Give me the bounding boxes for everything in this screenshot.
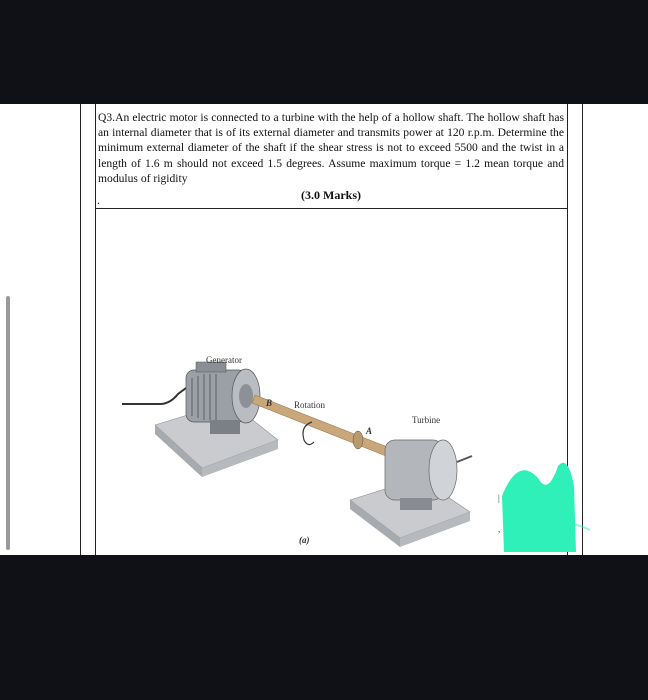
highlighter-scribble [498,456,598,556]
point-a-label: A [366,426,373,436]
bottom-black-bar [0,555,648,700]
point-b-label: B [266,398,273,408]
table-border-inner-left [95,104,96,555]
turbine-label: Turbine [412,415,441,425]
table-row-divider [95,208,567,209]
scrollbar[interactable] [6,296,10,550]
table-border-left [80,104,81,555]
edge-mark-2: , [498,524,501,534]
question-text: Q3.An electric motor is connected to a turbine with the help of a hollow shaft. The hollow shaft has an internal diameter that is of its external diameter and transmits power at 120 r.p.m. Determine the minimum external diameter of the shaft if the shear stress is not to exceed 5500 and the twist in a length of 1.6 m should not exceed 1.5 degrees. Assume maximum torque = 1.2 mean torque and modulus of rigidity [98,111,564,185]
rotation-label: Rotation [294,400,325,410]
generator-label: Generator [206,355,242,365]
motor-turbine-figure [100,340,500,555]
coupling [353,431,363,449]
bullet-dot: . [97,193,100,207]
power-cable [122,388,186,404]
marks-label: (3.0 Marks) [301,188,361,202]
figure-caption: (a) [299,535,310,545]
top-black-bar [0,0,648,104]
edge-mark-1: | [498,493,500,503]
